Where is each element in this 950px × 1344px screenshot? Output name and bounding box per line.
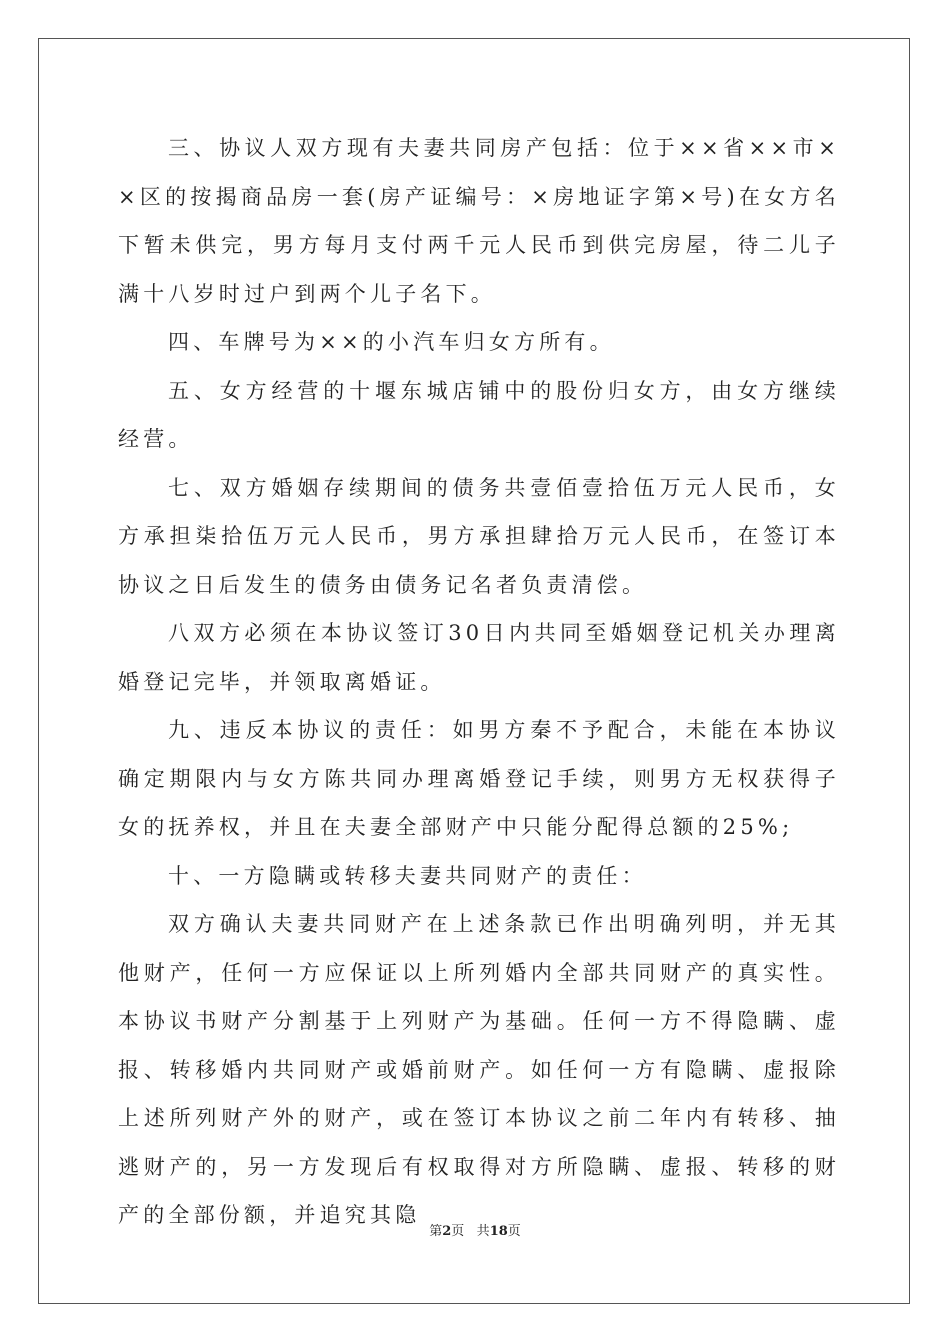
- paragraph-clause-10: 十、一方隐瞒或转移夫妻共同财产的责任：: [168, 863, 647, 888]
- paragraph-clause-4: 四、车牌号为××的小汽车归女方所有。: [168, 330, 615, 354]
- paragraph-clause-8: 八双方必须在本协议签订30日内共同至婚姻登记机关办理离婚登记完毕，并领取离婚证。: [118, 621, 840, 694]
- footer-page-prefix: 第: [429, 1224, 443, 1239]
- footer-total-pages: 18: [489, 1224, 508, 1239]
- paragraph-clause-7: 七、双方婚姻存续期间的债务共壹佰壹拾伍万元人民币，女方承担柒拾伍万元人民币，男方承担肆拾万元人民币，在签订本协议之日后发生的债务由债务记名者负责清偿。: [118, 475, 840, 597]
- paragraph-clause-3: 三、协议人双方现有夫妻共同房产包括：位于××省××市××区的按揭商品房一套(房产证编号：×房地证字第×号)在女方名下暂未供完，男方每月支付两千元人民币到供完房屋，待二儿子满十八岁时过户到两个儿子名下。: [118, 136, 840, 306]
- footer-total-suffix: 页: [507, 1224, 521, 1239]
- document-body: [118, 124, 840, 1240]
- paragraph-clause-5: 五、女方经营的十堰东城店铺中的股份归女方，由女方继续经营。: [118, 378, 840, 451]
- footer-current-page: 2: [442, 1224, 452, 1239]
- paragraph-clause-10-detail: 双方确认夫妻共同财产在上述条款已作出明确列明，并无其他财产，任何一方应保证以上所列婚内全部共同财产的真实性。本协议书财产分割基于上列财产为基础。任何一方不得隐瞒、虚报、转移婚内共同财产或婚前财产。如任何一方有隐瞒、虚报除上述所列财产外的财产，或在签订本协议之前二年内有转移、抽逃财产的，另一方发现后有权取得对方所隐瞒、虚报、转移的财产的全部份额，并追究其隐: [118, 912, 840, 1227]
- footer-page-suffix: 页: [451, 1224, 465, 1239]
- paragraph-clause-9: 九、违反本协议的责任：如男方秦不予配合，未能在本协议确定期限内与女方陈共同办理离婚登记手续，则男方无权获得子女的抚养权，并且在夫妻全部财产中只能分配得总额的25%;: [118, 718, 840, 839]
- footer-total-prefix: 共: [476, 1224, 490, 1239]
- page-footer: [0, 1220, 950, 1239]
